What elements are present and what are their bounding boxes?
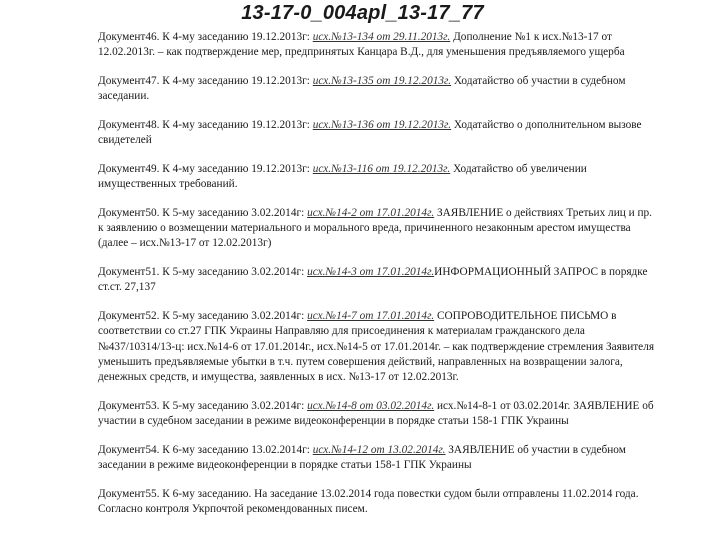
entry-reference-link[interactable]: исх.№14-2 от 17.01.2014г. <box>307 207 435 219</box>
entry-text: ЗАЯВЛЕНИЕ о действиях Третьих лиц и пр. к заявлению о возмещении материального и морального вреда, причиненного незаконным арестом имущества (далее – исх.№13-17 от 12.02.2013г) <box>98 207 653 250</box>
entry-text: Документ50. К 5-му заседанию 3.02.2014г: <box>98 207 308 219</box>
entry-text: Документ51. К 5-му заседанию 3.02.2014г: <box>98 266 308 279</box>
entry-text: Документ47. К 4-му заседанию 19.12.2013г: <box>98 75 313 87</box>
document-entry <box>98 265 658 295</box>
document-entry <box>98 443 658 473</box>
page-title: 13-17-0_004apl_13-17_77 <box>241 2 484 24</box>
entry-text: Документ49. К 4-му заседанию 19.12.2013г: <box>98 163 313 175</box>
entry-reference-link[interactable]: исх.№13-136 от 19.12.2013г. <box>312 119 452 131</box>
entry-reference-link[interactable]: исх.№13-134 от 29.11.2013г. <box>312 31 451 43</box>
document-entry <box>98 399 658 429</box>
entry-text: Ходатайство о дополнительном вызове свидетелей <box>98 119 642 147</box>
entry-text: Документ54. К 6-му заседанию 13.02.2014г: <box>98 443 313 456</box>
document-body <box>98 30 658 531</box>
entry-text: Документ48. К 4-му заседанию 19.12.2013г: <box>98 119 313 131</box>
document-entry <box>98 206 658 252</box>
entry-reference-link[interactable]: исх.№14-3 от 17.01.2014г. <box>307 266 435 279</box>
entry-reference-link[interactable]: исх.№13-116 от 19.12.2013г. <box>312 163 451 175</box>
entry-text: Документ52. К 5-му заседанию 3.02.2014г: <box>98 310 308 323</box>
entry-text: Документ53. К 5-му заседанию 3.02.2014г: <box>98 399 308 412</box>
entry-text: Ходатайство об увеличении имущественных требований. <box>98 163 587 191</box>
entry-text: ИНФОРМАЦИОННЫЙ ЗАПРОС в порядке ст.ст. 27,137 <box>98 266 648 294</box>
entry-text: СОПРОВОДИТЕЛЬНОЕ ПИСЬМО в соответствии со ст.27 ГПК Украины Направляю для присоединения к материалам гражданского дела №437/10314/13-ц: исх.№14-6 от 17.01.2014г., исх.№14-5 от 17.01.2014г. – как подтверждение стремления Заявителя уменьшить предъявляемые убытки в т.ч. путем совершения действий, направленных на возвращении залога, денежных средств, и имущества, заявленных в исх. №13-17 от 12.02.2013г. <box>98 310 655 384</box>
entry-reference-link[interactable]: исх.№14-8 от 03.02.2014г. <box>307 399 435 412</box>
document-entry <box>98 487 658 517</box>
entry-reference-link[interactable]: исх.№14-12 от 13.02.2014г. <box>312 443 446 456</box>
entry-text: Ходатайство об участии в судебном заседании. <box>98 75 626 103</box>
entry-text: ЗАЯВЛЕНИЕ об участии в судебном заседании в режиме видеоконференции в порядке статьи 158-1 ГПК Украины <box>98 443 626 472</box>
document-entry <box>98 74 658 104</box>
entry-text: Документ46. К 4-му заседанию 19.12.2013г: <box>98 31 313 43</box>
entry-text: Дополнение №1 к исх.№13-17 от 12.02.2013г. – как подтверждение мер, предпринятых Канцара В.Д., для уменьшения предъявляемого ущерба <box>98 31 625 59</box>
document-entry <box>98 162 658 192</box>
document-entry <box>98 118 658 148</box>
entry-text: исх.№14-8-1 от 03.02.2014г. ЗАЯВЛЕНИЕ об участии в судебном заседании в режиме видеоконференции в порядке статьи 158-1 ГПК Украины <box>98 399 654 428</box>
document-entry <box>98 309 658 385</box>
entry-reference-link[interactable]: исх.№14-7 от 17.01.2014г. <box>307 310 435 323</box>
entry-reference-link[interactable]: исх.№13-135 от 19.12.2013г. <box>312 75 452 87</box>
entry-text: Документ55. К 6-му заседанию. На заседание 13.02.2014 года повестки судом были отправлены 11.02.2014 года. Согласно контроля Укрпочтой рекомендованных писем. <box>98 487 639 516</box>
document-entry <box>98 30 658 60</box>
